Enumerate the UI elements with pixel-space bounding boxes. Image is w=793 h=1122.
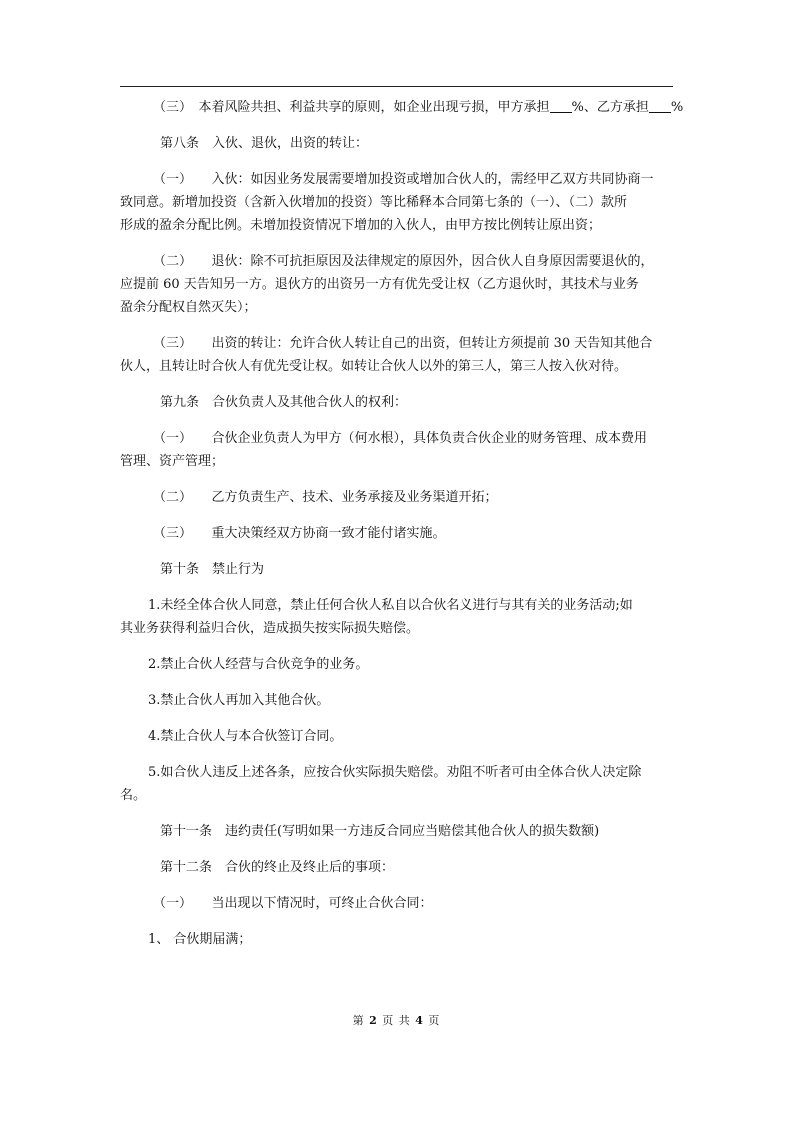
clause-7-3: （三） 本着风险共担、利益共享的原则，如企业出现亏损，甲方承担 %、乙方承担 % [153,100,684,115]
article-10-heading: 第十条 禁止行为 [160,562,265,577]
clause-8-3: （三） 出资的转让：允许合伙人转让自己的出资，但转让方须提前 30 天告知其他合 伙人，且转让时合伙人有优先受让权。如转让合伙人以外的第三人，第三人按入伙对待。 [120,336,653,374]
page-body [120,96,684,951]
article-11-heading: 第十一条 违约责任(写明如果一方违反合同应当赔偿其他合伙人的损失数额) [160,824,600,839]
prohibition-1: 1.未经全体合伙人同意，禁止任何合伙人私自以合伙名义进行与其有关的业务活动;如 其业务获得利益归合伙，造成损失按实际损失赔偿。 [120,598,633,636]
prohibition-4: 4.禁止合伙人与本合伙签订合同。 [148,729,343,744]
article-12-heading: 第十二条 合伙的终止及终止后的事项： [160,860,395,875]
header-rule [120,86,673,87]
clause-9-1: （一） 合伙企业负责人为甲方（何水根），具体负责合伙企业的财务管理、成本费用 管理、资产管理； [120,431,648,469]
clause-9-3: （三） 重大决策经双方协商一致才能付诸实施。 [153,526,446,541]
page-footer: 第 2 页 共 4 页 [352,1014,441,1027]
total-page-number: 4 [415,1014,424,1027]
prohibition-2: 2.禁止合伙人经营与合伙竞争的业务。 [148,657,369,672]
clause-9-2: （二） 乙方负责生产、技术、业务承接及业务渠道开拓； [153,490,498,505]
termination-item-1: 1、 合伙期届满； [148,932,252,947]
party-b-share-blank[interactable] [649,99,671,113]
clause-12-1: （一） 当出现以下情况时，可终止合伙合同： [153,896,433,911]
article-8-heading: 第八条 入伙、退伙，出资的转让： [160,136,369,151]
prohibition-3: 3.禁止合伙人再加入其他合伙。 [148,693,330,708]
party-a-share-blank[interactable] [550,99,572,113]
current-page-number: 2 [369,1014,378,1027]
clause-8-2: （二） 退伙：除不可抗拒原因及法律规定的原因外，因合伙人自身原因需要退伙的， 应提前 60 天告知另一方。退伙方的出资另一方有优先受让权（乙方退伙时，其技术与业务 盈余分配权自然灭失）； [120,254,654,315]
article-9-heading: 第九条 合伙负责人及其他合伙人的权利： [160,395,408,410]
prohibition-5: 5.如合伙人违反上述各条，应按合伙实际损失赔偿。劝阻不听者可由全体合伙人决定除 名。 [120,765,642,803]
clause-8-1: （一） 入伙：如因业务发展需要增加投资或增加合伙人的，需经甲乙双方共同协商一 致同意。新增加投资（含新入伙增加的投资）等比稀释本合同第七条的（一）、（二）款所 形成的盈余分配比例。未增加投资情况下增加的入伙人，由甲方按比例转让原出资； [120,172,654,233]
